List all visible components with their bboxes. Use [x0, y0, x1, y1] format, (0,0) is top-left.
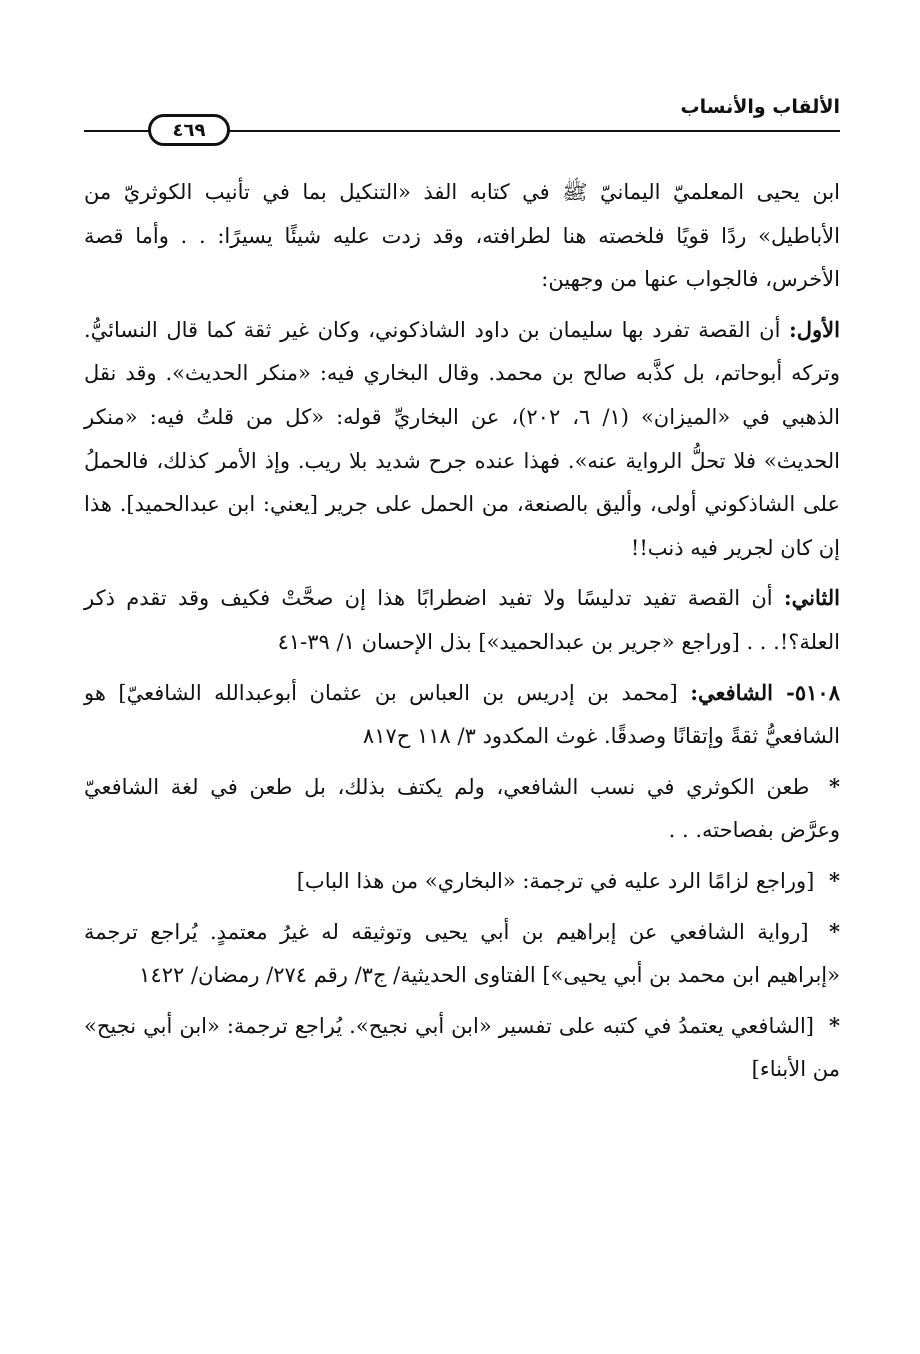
running-header-title: الألقاب والأنساب	[680, 96, 840, 118]
paragraph-first-answer	[84, 308, 840, 571]
note-text: طعن الكوثري في نسب الشافعي، ولم يكتف بذلك، بل طعن في لغة الشافعيّ وعرَّض بفصاحته. . .	[84, 774, 840, 843]
entry-text: [محمد بن إدريس بن العباس بن عثمان أبوعبدالله الشافعيّ] هو الشافعيُّ ثقةً وإتقانًا وصدقًا. غوث المكدود ٣/ ١١٨ ح٨١٧	[84, 680, 840, 749]
asterisk-marker: *	[829, 1012, 840, 1038]
asterisk-marker: *	[829, 918, 840, 944]
entry-heading: ٥١٠٨- الشافعي:	[690, 679, 840, 705]
paragraph-lead: الثاني:	[783, 585, 840, 611]
paragraph-lead: الأول:	[789, 316, 840, 342]
paragraph-intro	[84, 170, 840, 302]
paragraph-text: ابن يحيى المعلميّ اليمانيّ ﷺ في كتابه الفذ «التنكيل بما في تأنيب الكوثريّ من الأباطيل» ردًا قويًا فلخصته هنا لطرافته، وقد زدت عليه شيئًا يسيرًا: . . وأما قصة الأخرس، فالجواب عنها من وجهين:	[84, 180, 840, 292]
body-text	[84, 170, 840, 1098]
note-item	[84, 910, 840, 998]
page-number-badge: ٤٦٩	[148, 114, 230, 146]
entry-shafii	[84, 671, 840, 759]
note-text: [الشافعي يعتمدُ في كتبه على تفسير «ابن أبي نجيح». يُراجع ترجمة: «ابن أبي نجيح» من الأبناء]	[84, 1013, 840, 1082]
paragraph-text: أن القصة تفرد بها سليمان بن داود الشاذكوني، وكان غير ثقة كما قال النسائيُّ. وتركه أبوحاتم، بل كذَّبه صالح بن محمد. وقال البخاري فيه: «منكر الحديث». وقد نقل الذهبي في «الميزان» (١/ ٦، ٢٠٢)، عن البخاريِّ قوله: «كل من قلتُ فيه: «منكر الحديث» فلا تحلُّ الرواية عنه». فهذا عنده جرح شديد بلا ريب. وإذ الأمر كذلك، فالحملُ على الشاذكوني أولى، وأليق بالصنعة، من الحمل على جرير [يعني: ابن عبدالحميد]. هذا إن كان لجرير فيه ذنب!!	[84, 317, 840, 560]
note-text: [وراجع لزامًا الرد عليه في ترجمة: «البخاري» من هذا الباب]	[296, 868, 815, 893]
asterisk-marker: *	[829, 867, 840, 893]
paragraph-second-answer	[84, 576, 840, 664]
note-text: [رواية الشافعي عن إبراهيم بن أبي يحيى وتوثيقه له غيرُ معتمدٍ. يُراجع ترجمة «إبراهيم ابن محمد بن أبي يحيى»] الفتاوى الحديثية/ ج٣/ رقم ٢٧٤/ رمضان/ ١٤٢٢	[84, 919, 840, 988]
note-item	[84, 859, 840, 904]
asterisk-marker: *	[829, 773, 840, 799]
note-item	[84, 765, 840, 853]
note-item	[84, 1004, 840, 1092]
paragraph-text: أن القصة تفيد تدليسًا ولا تفيد اضطرابًا هذا إن صحَّتْ فكيف وقد تقدم ذكر العلة؟!. . . [وراجع «جرير بن عبدالحميد»] بذل الإحسان ١/ ٣٩-٤١	[84, 586, 840, 654]
